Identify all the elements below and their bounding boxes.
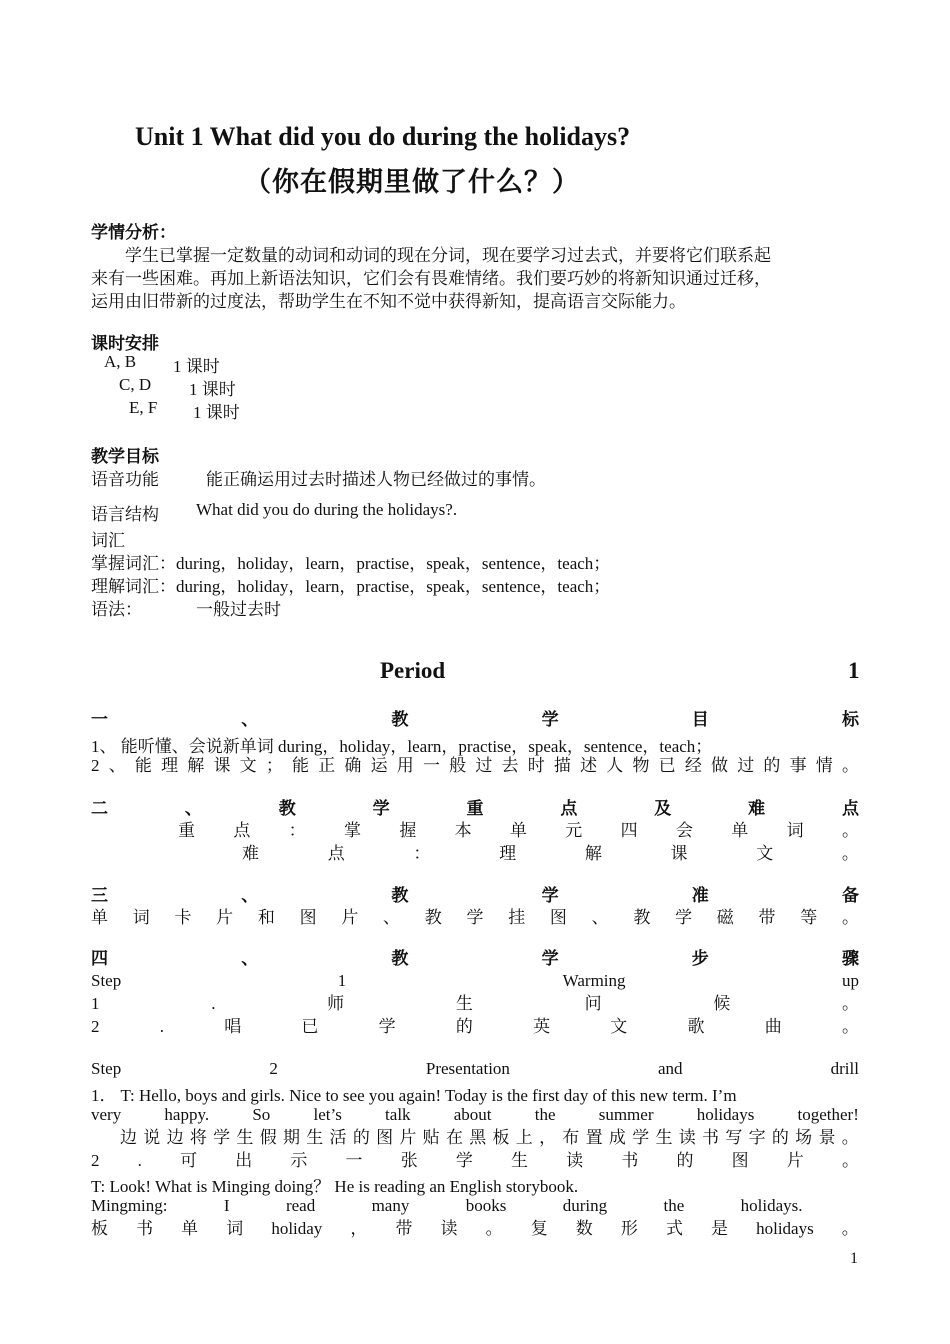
text-token: 布 (562, 1128, 580, 1147)
text-token: 。 (841, 994, 859, 1013)
text-token: 出 (235, 1151, 253, 1170)
text-token: 文 (756, 844, 774, 863)
text-token: 二 (91, 799, 108, 818)
text-token: up (841, 971, 859, 990)
text-token: 四 (91, 949, 108, 968)
text-token: summer (598, 1105, 654, 1124)
text-token: and (658, 1059, 683, 1078)
text-token: 文 (610, 1017, 628, 1036)
text-token: 学 (466, 908, 484, 927)
text-token: 图 (376, 1128, 394, 1147)
text-token: drill (830, 1059, 859, 1078)
text-token: 在 (445, 1128, 463, 1147)
text-token: 单 (731, 821, 749, 840)
text-token: ， (539, 1128, 557, 1147)
text-token: 生 (306, 1128, 324, 1147)
text-token: 学 (541, 949, 559, 968)
text-token: 成 (608, 1128, 626, 1147)
text-token: 。 (841, 756, 859, 775)
text-token: 单 (509, 821, 527, 840)
text-token: 、 (108, 756, 126, 775)
text-token: 难 (242, 844, 259, 863)
text-token: 物 (632, 756, 650, 775)
text-token: 的 (771, 1128, 789, 1147)
text-token: 将 (189, 1128, 207, 1147)
structure-label: 语言结构 (91, 505, 159, 524)
step-item: 1． T: Hello, boys and girls. Nice to see you again! Today is the first day of this new term. I’m (91, 1086, 737, 1105)
key-point-line (178, 820, 859, 842)
step-item (120, 1127, 859, 1149)
section-heading-procedure (91, 948, 859, 970)
schedule-part: C, D (119, 375, 152, 394)
text-token: 生 (655, 1128, 673, 1147)
text-token: 可 (180, 1151, 198, 1170)
text-token: 生 (455, 994, 473, 1013)
text-token: 场 (795, 1128, 813, 1147)
text-token: 是 (711, 1219, 729, 1238)
text-token: 一 (91, 710, 108, 729)
text-token: 示 (290, 1151, 308, 1170)
text-token: 2 (91, 1017, 100, 1036)
text-token: 准 (691, 886, 709, 905)
period-number: 1 (848, 658, 860, 683)
text-token: together! (797, 1105, 859, 1124)
text-token: 生 (511, 1151, 528, 1170)
text-token: 解 (187, 756, 205, 775)
text-token: 一 (345, 1151, 363, 1170)
text-token: 学 (541, 710, 559, 729)
text-token: 事 (789, 756, 807, 775)
text-token: 教 (424, 908, 442, 927)
text-token: 点 (560, 799, 578, 818)
text-token: 1 (337, 971, 347, 990)
document-title-chinese: （你在假期里做了什么？） (244, 167, 580, 197)
period-label: Period (380, 658, 446, 683)
section-heading-objectives (91, 709, 859, 731)
schedule-part: E, F (129, 398, 158, 417)
text-token: about (453, 1105, 492, 1124)
text-token: many (371, 1196, 410, 1215)
text-token: 理 (161, 756, 179, 775)
text-token: ； (265, 756, 283, 775)
text-token: 式 (665, 1219, 683, 1238)
text-token: books (465, 1196, 507, 1215)
text-token: 课 (670, 844, 688, 863)
page-number: 1 (850, 1250, 858, 1267)
text-token: the (663, 1196, 685, 1215)
text-token: 学 (455, 1151, 473, 1170)
analysis-heading: 学情分析： (91, 223, 176, 242)
text-token: during (562, 1196, 608, 1215)
text-token: let’s (313, 1105, 342, 1124)
text-token: 元 (565, 821, 583, 840)
text-token: 学 (675, 908, 693, 927)
vocab-label: 词汇 (91, 531, 125, 550)
text-token: 般 (449, 756, 467, 775)
text-token: So (252, 1105, 271, 1124)
text-token: 述 (580, 756, 598, 775)
text-token: 1 (91, 994, 100, 1013)
text-token: 重 (466, 799, 484, 818)
text-token: 书 (702, 1128, 720, 1147)
text-token: 读 (678, 1128, 696, 1147)
text-token: 教 (633, 908, 651, 927)
goals-heading: 教学目标 (91, 447, 159, 466)
text-token: 2 (269, 1059, 278, 1078)
text-token: 候 (713, 994, 731, 1013)
text-token: 确 (344, 756, 362, 775)
preparation-line (91, 907, 859, 929)
text-token: ： (288, 821, 306, 840)
step-item (91, 1016, 859, 1038)
text-token: 。 (841, 1017, 859, 1036)
step-item (91, 1150, 859, 1172)
schedule-heading: 课时安排 (91, 334, 159, 353)
text-token: 能 (292, 756, 309, 775)
text-token: Step (91, 971, 122, 990)
text-token: 理 (499, 844, 517, 863)
text-token: 图 (549, 908, 567, 927)
text-token: 、 (184, 799, 202, 818)
text-token: Mingming: (91, 1196, 168, 1215)
text-token: 生 (236, 1128, 254, 1147)
text-token: 置 (585, 1128, 603, 1147)
section-heading-key-points (91, 798, 859, 820)
text-token: 运 (370, 756, 388, 775)
text-token: 教 (391, 949, 409, 968)
text-token: 2 (91, 756, 100, 775)
text-token: 词 (786, 821, 804, 840)
text-token: 片 (786, 1151, 804, 1170)
text-token: 步 (691, 949, 709, 968)
text-token: 词 (132, 908, 150, 927)
text-token: 点 (842, 799, 859, 818)
text-token: 、 (383, 908, 401, 927)
text-token: 上 (515, 1128, 533, 1147)
text-token: . (137, 1151, 142, 1170)
grammar-label: 语法： (91, 600, 142, 619)
text-token: 点 (327, 844, 345, 863)
schedule-hours: 1 课时 (173, 357, 220, 376)
text-token: 板 (91, 1219, 108, 1238)
text-token: 骤 (841, 949, 859, 968)
text-token: 图 (731, 1151, 749, 1170)
section-heading-preparation (91, 885, 859, 907)
text-token: 写 (725, 1128, 743, 1147)
text-token: 2 (91, 1151, 100, 1170)
text-token: 边 (120, 1128, 137, 1147)
text-token: 形 (620, 1219, 638, 1238)
text-token: 过 (737, 756, 755, 775)
text-token: 。 (841, 1219, 859, 1238)
text-token: 文 (239, 756, 257, 775)
text-token: 、 (241, 949, 259, 968)
text-token: 师 (327, 994, 345, 1013)
function-text: 能正确运用过去时描述人物已经做过的事情。 (206, 470, 546, 489)
text-token: very (91, 1105, 122, 1124)
master-vocab-line: 掌握词汇：during，holiday，learn，practise，speak，sentence，teach； (91, 554, 611, 573)
text-token: 学 (372, 799, 390, 818)
text-token: 教 (391, 886, 409, 905)
text-token: 歌 (687, 1017, 705, 1036)
text-token: 图 (299, 908, 317, 927)
step-item (91, 1195, 859, 1217)
step-item: T: Look! What is Minging doing？ He is reading an English storybook. (91, 1177, 579, 1196)
text-token: 边 (166, 1128, 184, 1147)
function-label: 语音功能 (91, 470, 159, 489)
schedule-hours: 1 课时 (193, 403, 240, 422)
text-token: 曲 (764, 1017, 782, 1036)
text-token: 单 (91, 908, 108, 927)
text-token: 学 (378, 1017, 396, 1036)
text-token: 的 (676, 1151, 694, 1170)
text-token: 、 (241, 710, 259, 729)
text-token: 的 (455, 1017, 473, 1036)
text-token: 片 (216, 908, 234, 927)
text-token: 经 (684, 756, 702, 775)
text-token: 描 (553, 756, 571, 775)
text-token: 的 (352, 1128, 370, 1147)
text-token: 贴 (422, 1128, 440, 1147)
text-token: 情 (815, 756, 833, 775)
step-heading (91, 1058, 859, 1080)
text-token: 本 (454, 821, 472, 840)
text-token: 读 (440, 1219, 458, 1238)
text-token: 英 (533, 1017, 551, 1036)
step-item (91, 1218, 859, 1240)
text-token: 解 (584, 844, 602, 863)
text-token: ： (413, 844, 431, 863)
structure-text: What did you do during the holidays?. (196, 500, 458, 519)
text-token: I (223, 1196, 230, 1215)
text-token: Warming (562, 971, 626, 990)
text-token: 教 (391, 710, 409, 729)
text-token: 及 (654, 799, 672, 818)
text-token: 字 (748, 1128, 766, 1147)
text-token: 备 (841, 886, 859, 905)
text-token: 正 (318, 756, 336, 775)
step-heading (91, 970, 859, 992)
text-token: holidays (756, 1219, 814, 1238)
text-token: 三 (91, 886, 108, 905)
text-token: 磁 (716, 908, 734, 927)
text-token: 和 (257, 908, 275, 927)
text-token: 数 (575, 1219, 593, 1238)
text-token: ， (350, 1219, 368, 1238)
text-token: 目 (691, 710, 709, 729)
text-token: 书 (136, 1219, 154, 1238)
text-token: 四 (620, 821, 638, 840)
text-token: 黑 (469, 1128, 487, 1147)
text-token: read (285, 1196, 316, 1215)
text-token: 词 (226, 1219, 244, 1238)
text-token: 复 (530, 1219, 548, 1238)
text-token: 唱 (224, 1017, 242, 1036)
text-token: 用 (396, 756, 414, 775)
text-token: 握 (399, 821, 417, 840)
text-token: 做 (711, 756, 728, 775)
text-token: Step (91, 1059, 122, 1078)
text-token: 标 (841, 710, 859, 729)
text-token: 教 (278, 799, 296, 818)
text-token: 活 (329, 1128, 347, 1147)
text-token: 单 (181, 1219, 199, 1238)
text-token: 去 (501, 756, 519, 775)
text-token: 带 (758, 908, 776, 927)
text-token: 景 (818, 1128, 836, 1147)
analysis-line: 运用由旧带新的过度法，帮助学生在不知不觉中获得新知，提高语言交际能力。 (91, 292, 686, 311)
understand-vocab-line: 理解词汇：during，holiday，learn，practise，speak，sentence，teach； (91, 577, 611, 596)
objective-line: 1、 能听懂、会说新单词 during，holiday，learn，practise，speak，sentence，teach； (91, 737, 713, 756)
analysis-line: 学生已掌握一定数量的动词和动词的现在分词，现在要学习过去式，并要将它们联系起 (125, 246, 771, 265)
text-token: 片 (399, 1128, 417, 1147)
text-token: holidays (696, 1105, 755, 1124)
objective-line (91, 755, 859, 777)
text-token: 期 (282, 1128, 300, 1147)
text-token: 学 (213, 1128, 231, 1147)
text-token: 假 (259, 1128, 277, 1147)
text-token: 一 (422, 756, 440, 775)
text-token: 。 (841, 1151, 859, 1170)
document-title-english: Unit 1 What did you do during the holidays? (135, 122, 631, 151)
grammar-text: 一般过去时 (196, 600, 281, 619)
step-item (91, 1104, 859, 1126)
text-token: 难 (748, 799, 766, 818)
text-token: 会 (675, 821, 693, 840)
text-token: talk (385, 1105, 411, 1124)
text-token: 人 (606, 756, 624, 775)
text-token: 、 (591, 908, 609, 927)
text-token: 板 (492, 1128, 510, 1147)
text-token: 片 (341, 908, 359, 927)
text-token: 、 (241, 886, 259, 905)
text-token: 卡 (174, 908, 192, 927)
text-token: 已 (658, 756, 676, 775)
text-token: 问 (584, 994, 602, 1013)
text-token: 点 (233, 821, 251, 840)
text-token: 带 (395, 1219, 413, 1238)
text-token: 重 (178, 821, 195, 840)
text-token: 张 (400, 1151, 418, 1170)
text-token: 能 (134, 756, 152, 775)
text-token: happy. (164, 1105, 210, 1124)
text-token: 课 (213, 756, 231, 775)
text-token: 。 (485, 1219, 503, 1238)
text-token: 挂 (508, 908, 526, 927)
text-token: the (534, 1105, 556, 1124)
text-token: 。 (841, 1128, 859, 1147)
text-token: . (211, 994, 216, 1013)
text-token: 。 (841, 821, 859, 840)
schedule-part: A, B (104, 352, 137, 371)
text-token: 书 (621, 1151, 639, 1170)
text-token: . (159, 1017, 164, 1036)
text-token: 等 (800, 908, 818, 927)
text-token: 掌 (343, 821, 361, 840)
text-token: 读 (566, 1151, 584, 1170)
text-token: 说 (143, 1128, 161, 1147)
text-token: holiday (271, 1219, 323, 1238)
text-token: holidays. (740, 1196, 803, 1215)
text-token: 过 (475, 756, 493, 775)
text-token: 已 (301, 1017, 319, 1036)
text-token: 。 (841, 908, 859, 927)
text-token: 学 (632, 1128, 650, 1147)
text-token: 时 (527, 756, 545, 775)
text-token: 学 (541, 886, 559, 905)
text-token: 。 (841, 844, 859, 863)
text-token: 的 (763, 756, 781, 775)
schedule-hours: 1 课时 (189, 380, 236, 399)
text-token: Presentation (425, 1059, 510, 1078)
difficult-point-line (242, 843, 859, 865)
step-item (91, 993, 859, 1015)
analysis-line: 来有一些困难。再加上新语法知识，它们会有畏难情绪。我们要巧妙的将新知识通过迁移， (91, 269, 771, 288)
